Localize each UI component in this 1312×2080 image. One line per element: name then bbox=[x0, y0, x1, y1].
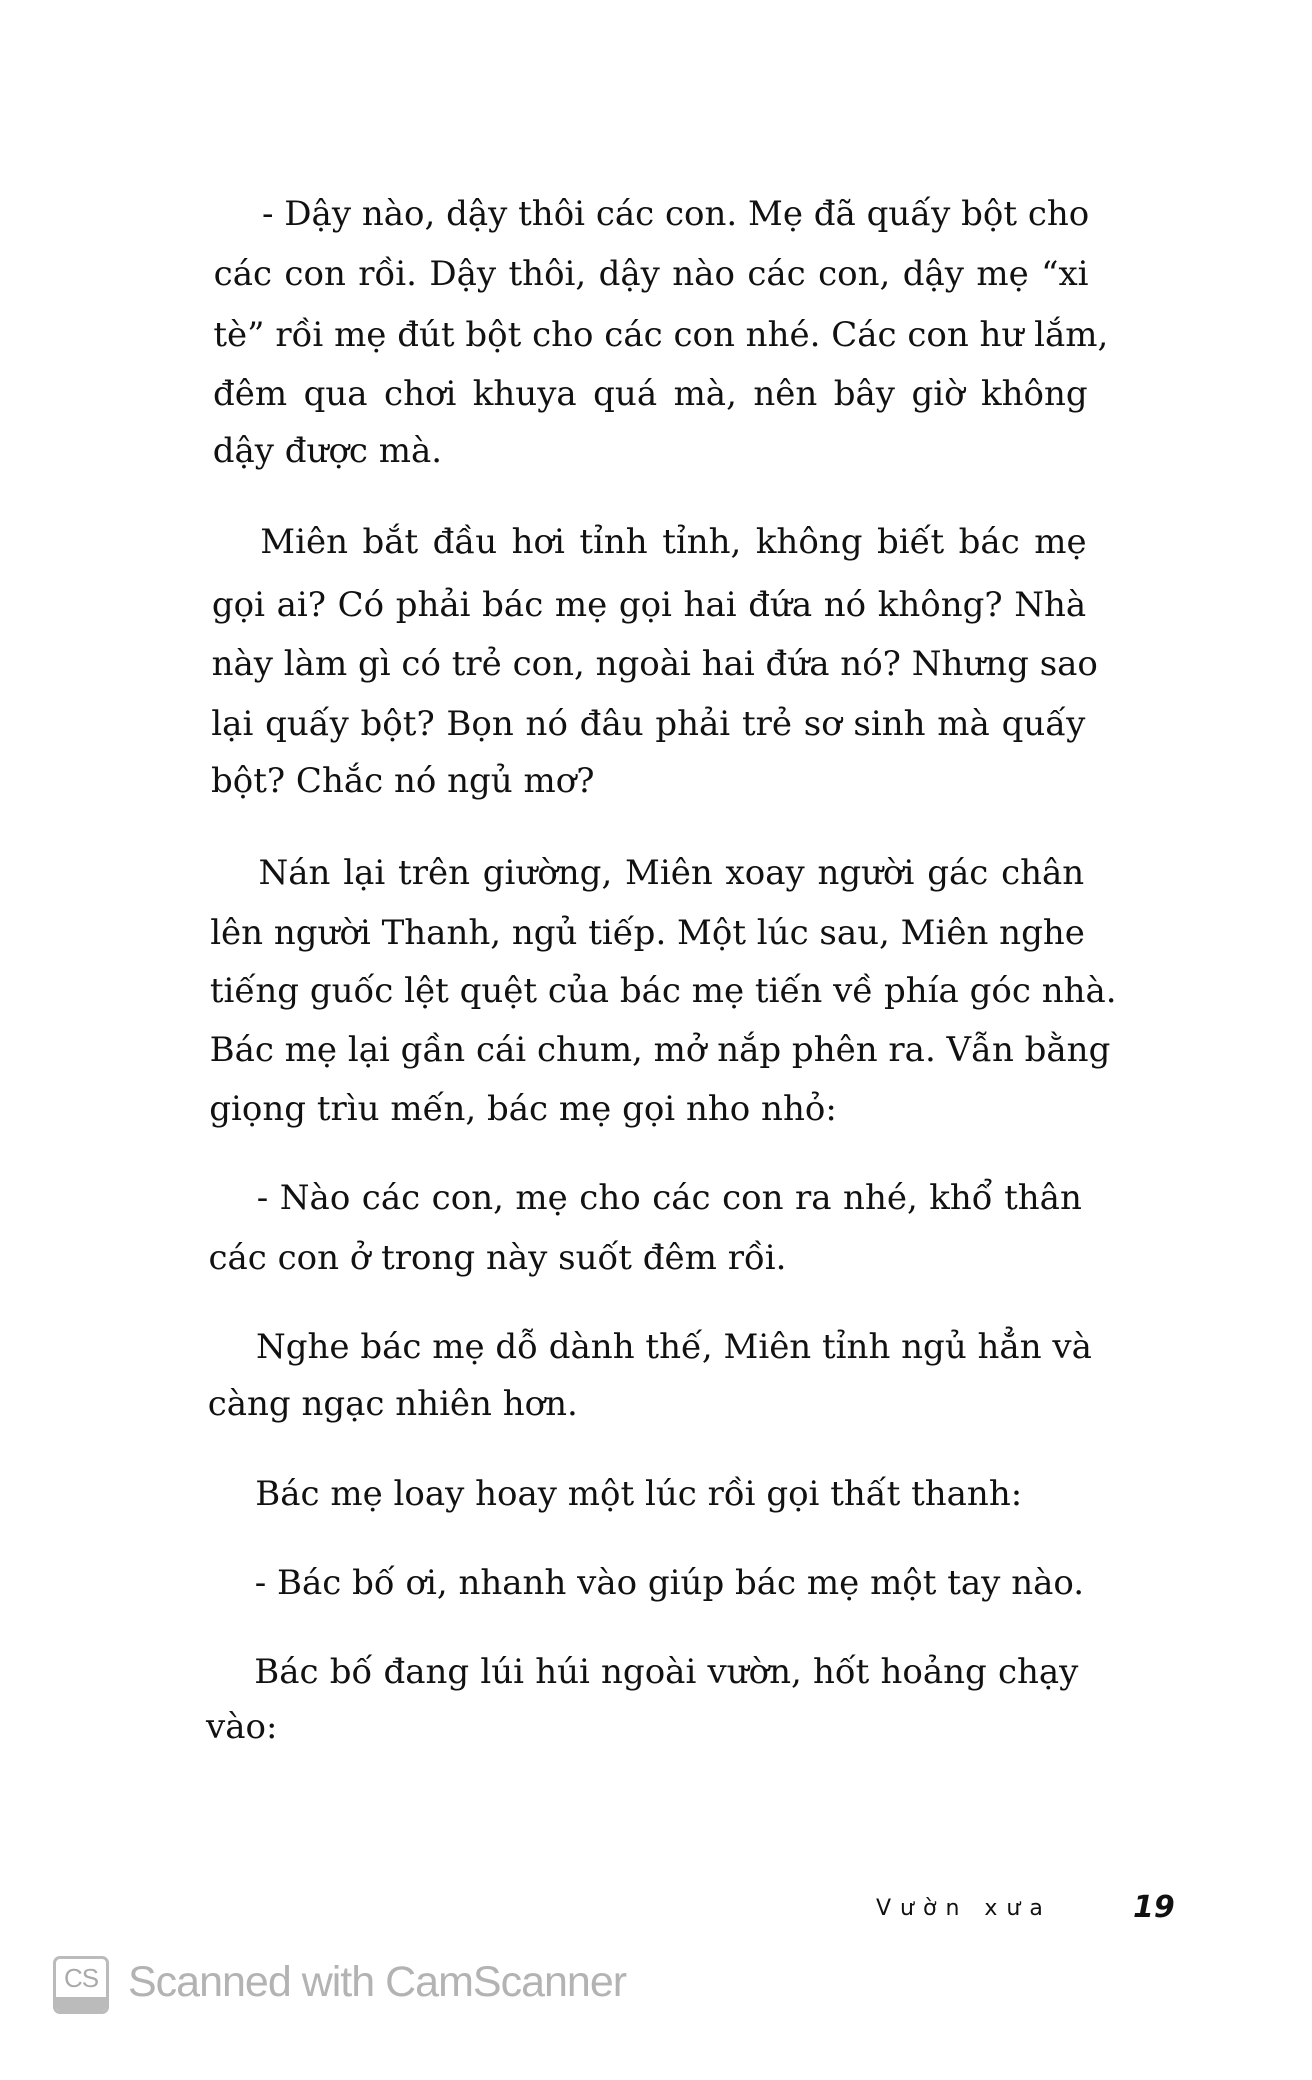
text-line: càng ngạc nhiên hơn. bbox=[207, 1384, 578, 1424]
text-line: gọi ai? Có phải bác mẹ gọi hai đứa nó không? Nhà bbox=[211, 585, 1087, 625]
text-line: tè” rồi mẹ đút bột cho các con nhé. Các con hư lắm, bbox=[213, 315, 1109, 355]
text-line: lên người Thanh, ngủ tiếp. Một lúc sau, Miên nghe bbox=[210, 913, 1085, 953]
running-footer-title: Vườn xưa bbox=[876, 1896, 1052, 1921]
text-line: Bác bố đang lúi húi ngoài vườn, hốt hoảng chạy bbox=[254, 1652, 1079, 1692]
camscanner-logo-icon bbox=[53, 1956, 109, 2014]
text-line: bột? Chắc nó ngủ mơ? bbox=[211, 761, 595, 801]
camscanner-watermark-text: Scanned with CamScanner bbox=[128, 1958, 627, 2006]
page-number: 19 bbox=[1133, 1890, 1175, 1925]
camscanner-logo-letters: CS bbox=[63, 1963, 99, 1993]
text-line: Nán lại trên giường, Miên xoay người gác chân bbox=[258, 853, 1085, 893]
text-line: này làm gì có trẻ con, ngoài hai đứa nó? Nhưng sao bbox=[211, 644, 1098, 684]
camscanner-logo-band bbox=[56, 1997, 106, 2011]
text-line: - Dậy nào, dậy thôi các con. Mẹ đã quấy bột cho bbox=[262, 194, 1090, 234]
text-line: Miên bắt đầu hơi tỉnh tỉnh, không biết bác mẹ bbox=[260, 522, 1087, 562]
text-line: vào: bbox=[206, 1707, 278, 1747]
text-line: tiếng guốc lệt quệt của bác mẹ tiến về phía góc nhà. bbox=[209, 971, 1117, 1011]
text-line: Bác mẹ loay hoay một lúc rồi gọi thất thanh: bbox=[255, 1474, 1023, 1514]
text-line: dậy được mà. bbox=[212, 431, 443, 471]
text-line: lại quấy bột? Bọn nó đâu phải trẻ sơ sinh mà quấy bbox=[211, 704, 1086, 744]
text-line: các con ở trong này suốt đêm rồi. bbox=[208, 1238, 787, 1278]
text-line: đêm qua chơi khuya quá mà, nên bây giờ không bbox=[213, 374, 1088, 414]
text-line: - Nào các con, mẹ cho các con ra nhé, khổ thân bbox=[256, 1178, 1082, 1218]
text-line: - Bác bố ơi, nhanh vào giúp bác mẹ một tay nào. bbox=[254, 1563, 1085, 1603]
text-line: Nghe bác mẹ dỗ dành thế, Miên tỉnh ngủ hẳn và bbox=[256, 1327, 1092, 1367]
text-line: các con rồi. Dậy thôi, dậy nào các con, dậy mẹ “xi bbox=[213, 254, 1089, 294]
text-line: giọng trìu mến, bác mẹ gọi nho nhỏ: bbox=[209, 1089, 837, 1129]
text-line: Bác mẹ lại gần cái chum, mở nắp phên ra. Vẫn bằng bbox=[209, 1030, 1111, 1070]
